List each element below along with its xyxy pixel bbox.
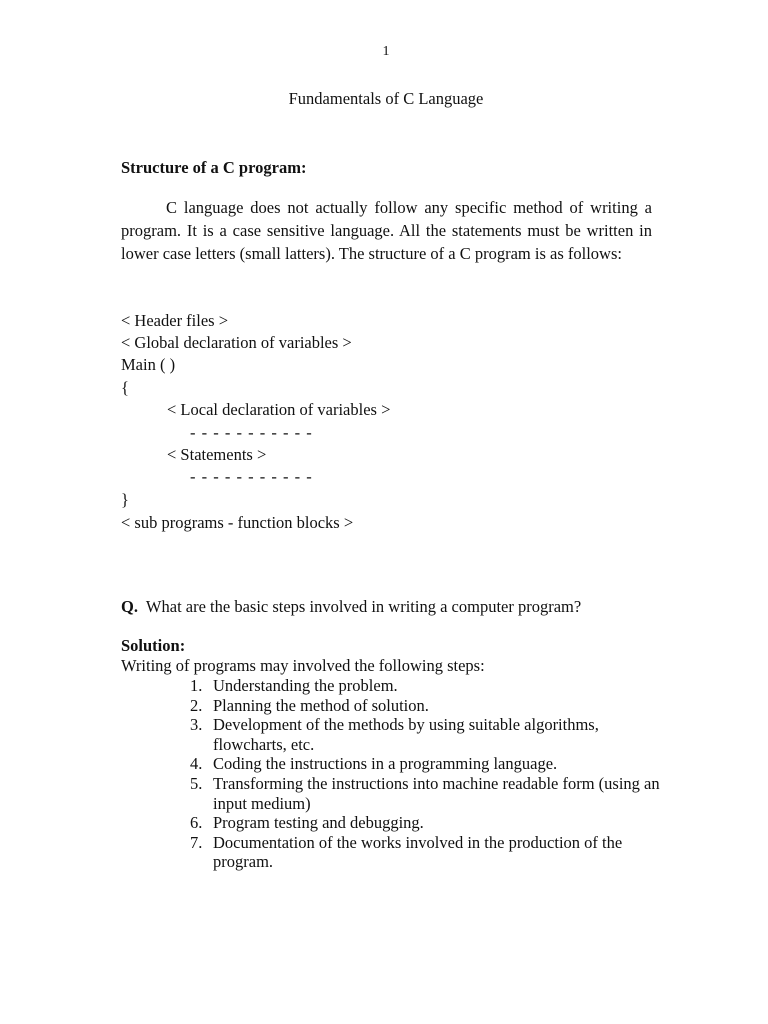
solution-intro: Writing of programs may involved the following steps: (121, 656, 485, 675)
intro-paragraph: C language does not actually follow any specific method of writing a program. It is a case sensitive language. All the statements must be written in lower case letters (small latters). The structure of a C program is as follows: (121, 198, 652, 263)
structure-line: < Header files > (121, 311, 229, 330)
structure-line: - - - - - - - - - - - (190, 467, 313, 486)
structure-line: } (121, 490, 129, 509)
list-item: 3. Development of the methods by using suitable algorithms, flowcharts, etc. (190, 715, 599, 754)
section-heading: Structure of a C program: (121, 158, 307, 177)
structure-line: < Local declaration of variables > (167, 400, 391, 419)
question-label: Q. (121, 597, 138, 616)
list-item: 5. Transforming the instructions into machine readable form (using an input medium) (190, 773, 660, 813)
structure-line: < Global declaration of variables > (121, 333, 352, 352)
structure-line: < Statements > (167, 445, 267, 464)
structure-line: Main ( ) (121, 355, 176, 374)
structure-line: - - - - - - - - - - - (190, 423, 313, 442)
list-item: 2. Planning the method of solution. (190, 695, 429, 715)
structure-line: < sub programs - function blocks > (121, 513, 354, 532)
solution-heading: Solution: (121, 636, 186, 655)
list-item: 7. Documentation of the works involved in the production of the program. (190, 832, 623, 872)
list-item: 1. Understanding the problem. (190, 676, 398, 695)
question-text: What are the basic steps involved in writing a computer program? (145, 597, 582, 616)
structure-line: { (121, 378, 129, 397)
steps-list (190, 676, 660, 872)
page-number: 1 (382, 44, 390, 59)
document-title: Fundamentals of C Language (288, 89, 484, 108)
list-item: 4. Coding the instructions in a programming language. (190, 754, 558, 774)
question (121, 597, 581, 617)
list-item: 6. Program testing and debugging. (190, 813, 424, 833)
